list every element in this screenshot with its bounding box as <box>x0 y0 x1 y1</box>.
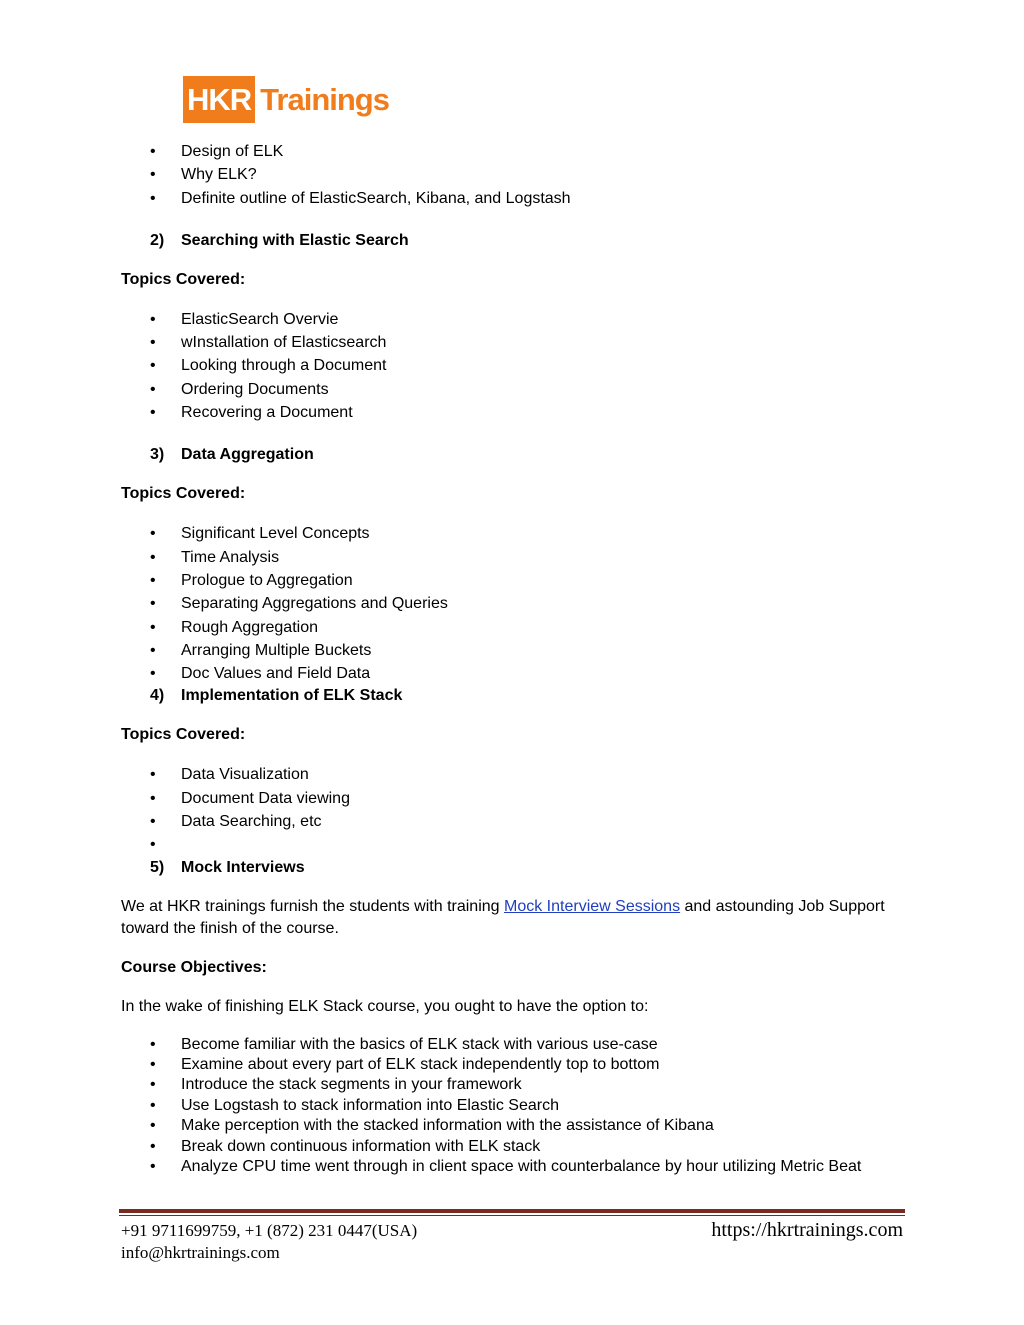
list-item: • Recovering a Document <box>121 401 911 424</box>
course-objectives-heading: Course Objectives: <box>121 958 267 976</box>
mock-interview-paragraph: We at HKR trainings furnish the students with training Mock Interview Sessions and astounding Job Support toward the finish of the course. <box>121 897 885 937</box>
list-item: • Design of ELK <box>121 140 911 163</box>
topics-label: Topics Covered: <box>121 270 246 288</box>
list-item: • Use Logstash to stack information into Elastic Search <box>121 1096 911 1116</box>
section-4-heading: 4) Implementation of ELK Stack <box>150 687 403 705</box>
section-3-heading: 3) Data Aggregation <box>150 446 314 464</box>
section-4-list <box>121 763 911 856</box>
list-item: • Definite outline of ElasticSearch, Kibana, and Logstash <box>121 187 911 210</box>
list-item: • Why ELK? <box>121 163 911 186</box>
section-3-list <box>121 522 911 685</box>
footer-rule <box>119 1209 905 1213</box>
section-5-heading: 5) Mock Interviews <box>150 858 305 876</box>
list-item: • Ordering Documents <box>121 378 911 401</box>
objectives-intro: In the wake of finishing ELK Stack course, you ought to have the option to: <box>121 997 649 1015</box>
list-item: • wInstallation of Elasticsearch <box>121 331 911 354</box>
footer-phone: +91 9711699759, +1 (872) 231 0447(USA) <box>121 1221 418 1240</box>
logo-box: HKR <box>183 76 255 123</box>
list-item: • Break down continuous information with ELK stack <box>121 1137 911 1157</box>
topics-label: Topics Covered: <box>121 485 246 503</box>
footer-rule-thin <box>119 1215 905 1216</box>
list-item: • Document Data viewing <box>121 787 911 810</box>
list-item: • ElasticSearch Overvie <box>121 308 911 331</box>
list-item: • Prologue to Aggregation <box>121 569 911 592</box>
footer-contact <box>121 1220 417 1264</box>
logo-text: Trainings <box>260 81 389 117</box>
section-2-list <box>121 308 911 424</box>
list-item: • Data Visualization <box>121 763 911 786</box>
objectives-list <box>121 1035 911 1178</box>
list-item: • Doc Values and Field Data <box>121 662 911 685</box>
list-item: • Significant Level Concepts <box>121 522 911 545</box>
footer-email[interactable]: info@hkrtrainings.com <box>121 1243 280 1262</box>
list-item: • Looking through a Document <box>121 354 911 377</box>
intro-list <box>121 140 911 210</box>
topics-label: Topics Covered: <box>121 726 246 744</box>
list-item: • Data Searching, etc <box>121 810 911 833</box>
list-item: • Time Analysis <box>121 546 911 569</box>
section-2-heading: 2) Searching with Elastic Search <box>150 231 409 249</box>
list-item: • Introduce the stack segments in your framework <box>121 1075 911 1095</box>
list-item: • Become familiar with the basics of ELK stack with various use-case <box>121 1035 911 1055</box>
list-item: • Rough Aggregation <box>121 616 911 639</box>
list-item: • Arranging Multiple Buckets <box>121 639 911 662</box>
mock-interview-link[interactable]: Mock Interview Sessions <box>504 897 681 915</box>
list-item: • Analyze CPU time went through in client space with counterbalance by hour utilizing Metric Beat <box>121 1157 911 1177</box>
list-item: • Make perception with the stacked information with the assistance of Kibana <box>121 1116 911 1136</box>
list-item: • Separating Aggregations and Queries <box>121 592 911 615</box>
footer-website[interactable]: https://hkrtrainings.com <box>711 1219 903 1241</box>
list-item: • Examine about every part of ELK stack independently top to bottom <box>121 1055 911 1075</box>
document-body <box>121 140 911 1177</box>
hkr-logo <box>183 76 389 123</box>
list-item <box>121 833 911 856</box>
